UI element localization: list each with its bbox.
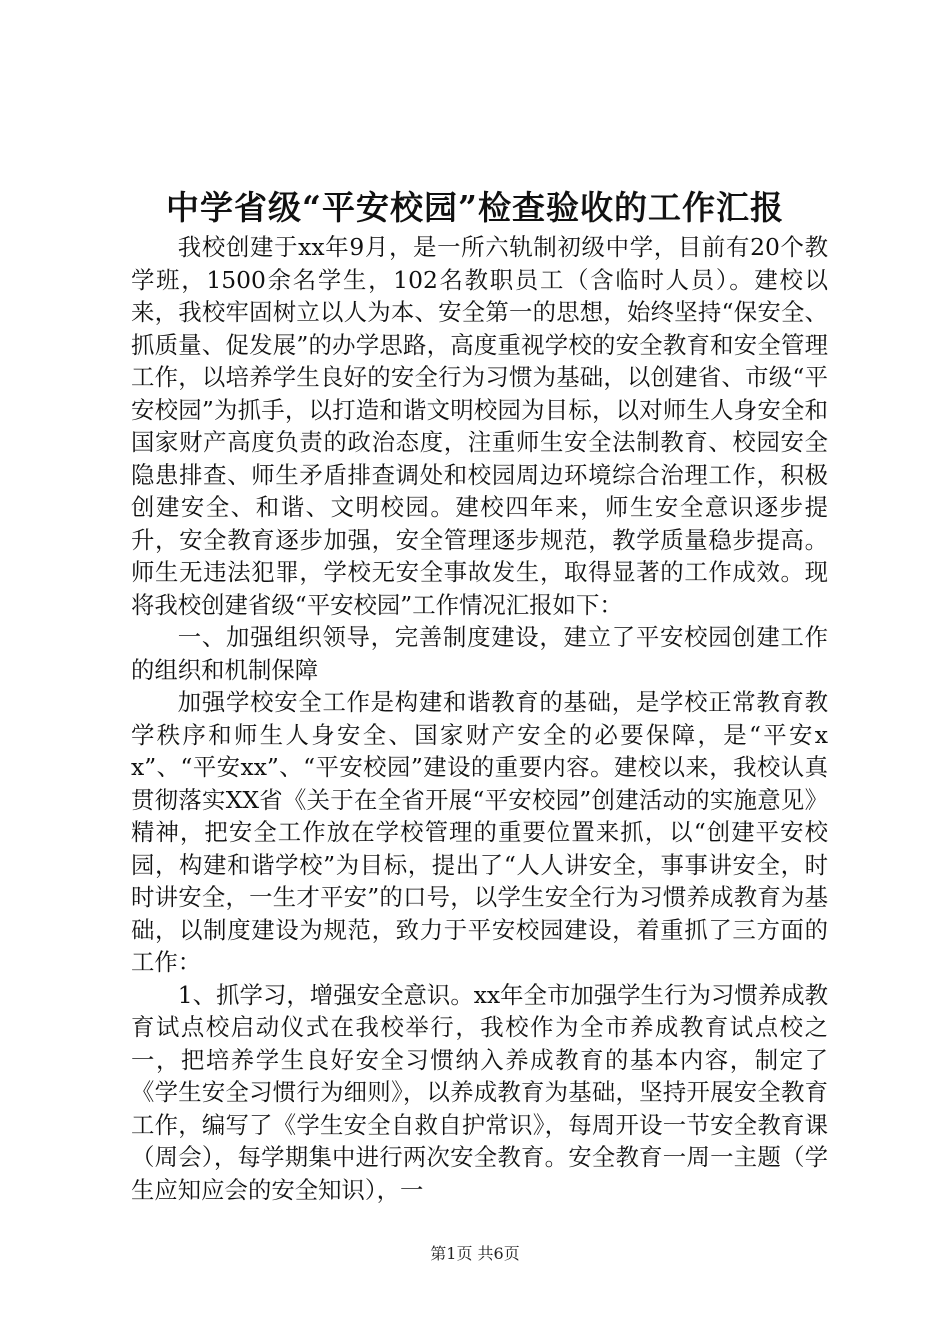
section-heading-1: 一、加强组织领导，完善制度建设，建立了平安校园创建工作的组织和机制保障 (131, 623, 828, 684)
page-number: 第1页 共6页 (430, 1244, 520, 1263)
document-title: 中学省级“平安校园”检查验收的工作汇报 (166, 188, 784, 227)
paragraph-section-1: 加强学校安全工作是构建和谐教育的基础，是学校正常教育教学秩序和师生人身安全、国家财产安全的必要保障，是“平安xx”、“平安xx”、“平安校园”建设的重要内容。建校以来，我校认真贯彻落实XX省《关于在全省开展“平安校园”创建活动的实施意见》精神，把安全工作放在学校管理的重要位置来抓，以“创建平安校园，构建和谐学校”为目标，提出了“人人讲安全，事事讲安全，时时讲安全，一生才平安”的口号，以学生安全行为习惯养成教育为基础，以制度建设为规范，致力于平安校园建设，着重抓了三方面的工作： (131, 688, 828, 976)
paragraph-item-1: 1、抓学习，增强安全意识。xx年全市加强学生行为习惯养成教育试点校启动仪式在我校举行，我校作为全市养成教育试点校之一，把培养学生良好安全习惯纳入养成教育的基本内容，制定了《学生安全习惯行为细则》，以养成教育为基础，坚持开展安全教育工作，编写了《学生安全自救自护常识》，每周开设一节安全教育课（周会），每学期集中进行两次安全教育。安全教育一周一主题（学生应知应会的安全知识），一 (131, 980, 828, 1204)
document-body (131, 231, 828, 1206)
paragraph-intro: 我校创建于xx年9月，是一所六轨制初级中学，目前有20个教学班，1500余名学生，102名教职员工（含临时人员）。建校以来，我校牢固树立以人为本、安全第一的思想，始终坚持“保安全、抓质量、促发展”的办学思路，高度重视学校的安全教育和安全管理工作，以培养学生良好的安全行为习惯为基础，以创建省、市级“平安校园”为抓手，以打造和谐文明校园为目标，以对师生人身安全和国家财产高度负责的政治态度，注重师生安全法制教育、校园安全隐患排查、师生矛盾排查调处和校园周边环境综合治理工作，积极创建安全、和谐、文明校园。建校四年来，师生安全意识逐步提升，安全教育逐步加强，安全管理逐步规范，教学质量稳步提高。师生无违法犯罪，学校无安全事故发生，取得显著的工作成效。现将我校创建省级“平安校园”工作情况汇报如下： (131, 233, 828, 619)
